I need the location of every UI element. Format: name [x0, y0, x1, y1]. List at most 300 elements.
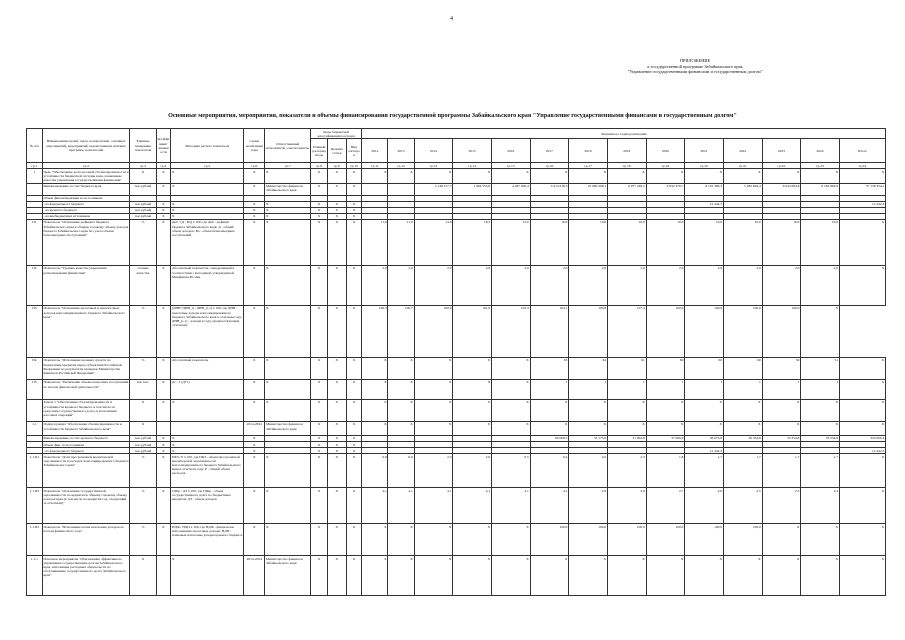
column-number: гр.21	[723, 163, 762, 169]
table-cell: X	[346, 265, 362, 305]
header-row	[27, 129, 886, 139]
table-cell: Дкб / (Д - Бп) x 100, где Дкб - дефицит бюджета Забайкальского края; Д - общий объем доходов; Бп - объем безвозмездных поступлений	[171, 219, 244, 265]
header-year: 2022	[723, 139, 762, 163]
table-cell: X	[327, 448, 346, 454]
table-cell: 100,0	[569, 524, 608, 556]
table-cell: X	[388, 524, 414, 556]
table-cell: X	[244, 379, 265, 399]
table-cell: 15,0	[491, 219, 530, 265]
table-cell: 18,5	[453, 219, 492, 265]
table-cell: тыс.рублей	[130, 448, 156, 454]
table-cell: X	[171, 442, 244, 448]
table-cell: 1,8	[646, 454, 685, 488]
table-cell: 2014-2024	[244, 556, 265, 596]
table-cell: 334 000,4	[839, 435, 885, 441]
table-cell: X	[327, 556, 346, 596]
table-cell: 100,7	[388, 305, 414, 357]
header-year: 2014	[414, 139, 453, 163]
table-cell: X	[346, 305, 362, 357]
table-cell: тыс.рублей	[130, 207, 156, 213]
table-cell: X	[453, 169, 492, 183]
table-cell: X	[607, 421, 646, 435]
table-cell: X	[607, 169, 646, 183]
table-cell: 6 152 380,3	[685, 183, 724, 195]
table-cell: X	[265, 357, 311, 379]
table-cell: X	[762, 556, 801, 596]
table-cell: %	[130, 488, 156, 524]
table-cell: X	[244, 219, 265, 265]
table-cell: X	[327, 357, 346, 379]
table-cell: X	[171, 213, 244, 219]
table-cell: X	[346, 556, 362, 596]
table-cell: X	[491, 421, 530, 435]
table-cell: X	[362, 556, 388, 596]
header-unit: Единица измерения показателя	[130, 129, 156, 163]
table-cell: X	[530, 399, 569, 421]
table-cell: %	[130, 305, 156, 357]
table-cell: X	[839, 421, 885, 435]
table-cell: X	[491, 524, 530, 556]
table-cell: X	[839, 454, 885, 488]
table-cell: X	[327, 421, 346, 435]
table-row	[27, 183, 886, 195]
table-cell: X	[327, 265, 346, 305]
table-cell: X	[327, 305, 346, 357]
table-cell: X	[244, 201, 265, 207]
table-cell: X	[244, 488, 265, 524]
table-cell: 10,0	[607, 219, 646, 265]
table-cell: X	[311, 454, 328, 488]
table-cell: 0,5	[491, 454, 530, 488]
table-cell: X	[171, 183, 244, 195]
table-cell: X	[171, 556, 244, 596]
table-cell: X	[530, 169, 569, 183]
header-executor: Ответственный исполнитель, соисполнитель	[265, 129, 311, 163]
table-cell: X	[311, 448, 328, 454]
table-cell: 100,9	[414, 305, 453, 357]
header-year: 2020	[646, 139, 685, 163]
table-cell: X	[685, 399, 724, 421]
table-cell: Показатель "Отношение дефицита бюджета Забайкальского края к общему годовому объему доходов бюджета Забайкальского края без учета объема безвозмездных поступлений"	[42, 219, 130, 265]
table-cell: X	[156, 201, 171, 207]
table-cell: X	[839, 219, 885, 265]
table-row	[27, 488, 886, 524]
table-cell: X	[171, 201, 244, 207]
table-cell	[156, 421, 171, 435]
header-coef: Коэффициент значимости	[156, 129, 171, 163]
table-cell: 107,4	[607, 305, 646, 357]
table-cell: X	[346, 435, 362, 441]
header-kbk-cs: Целевая статья	[327, 139, 346, 163]
table-cell: X	[362, 524, 388, 556]
table-cell: 2,0	[414, 265, 453, 305]
table-cell: 50	[762, 357, 801, 379]
column-number: гр.12	[388, 163, 414, 169]
table-cell: X	[156, 435, 171, 441]
table-cell: X	[414, 169, 453, 183]
header-kbk: Коды бюджетной классификации расходов	[311, 129, 362, 139]
table-cell: - из федерального бюджета	[42, 448, 130, 454]
table-cell: 1	[685, 379, 724, 399]
header-year: 2024	[801, 139, 840, 163]
table-cell: 6 183 804,8	[801, 183, 840, 195]
table-cell: X	[311, 442, 328, 448]
table-cell: X	[346, 454, 362, 488]
table-cell: 100,0	[723, 305, 762, 357]
table-cell: X	[346, 448, 362, 454]
table-cell: X	[414, 556, 453, 596]
table-cell: тыс.рублей	[130, 201, 156, 207]
table-cell: X	[130, 169, 156, 183]
table-cell: тыс.рублей	[130, 442, 156, 448]
table-cell: X	[362, 379, 388, 399]
table-cell: X	[265, 488, 311, 524]
table-cell: X	[723, 399, 762, 421]
table-cell: ГДКр / ДЗ x 100, где ГДКр - объем государственного долга по бюджетным кредитам; ДЗ - объем доходов	[171, 488, 244, 524]
page-number: 4	[450, 16, 453, 22]
column-number: гр.4	[156, 163, 171, 169]
table-cell: X	[156, 169, 171, 183]
table-cell: Министерство финансов Забайкальского края	[265, 421, 311, 435]
table-cell: X	[265, 265, 311, 305]
table-cell: %	[130, 454, 156, 488]
table-cell: X	[244, 305, 265, 357]
table-cell: 4,1	[491, 488, 530, 524]
table-cell: 100,3	[362, 305, 388, 357]
table-cell: X	[156, 379, 171, 399]
table-cell: 51	[801, 357, 840, 379]
table-cell: 56 075,8	[685, 435, 724, 441]
column-number: гр.2	[42, 163, 130, 169]
table-cell: X	[346, 183, 362, 195]
table-cell: X	[311, 379, 328, 399]
table-cell: 64	[569, 357, 608, 379]
program-table	[26, 128, 886, 596]
table-cell: 2,0	[388, 265, 414, 305]
column-number: гр.5	[171, 163, 244, 169]
table-cell: X	[569, 169, 608, 183]
table-cell	[362, 183, 388, 195]
column-number: гр.18	[607, 163, 646, 169]
table-cell: 1.1.П1	[27, 454, 43, 488]
table-cell: X	[311, 219, 328, 265]
table-cell: 100,0	[685, 524, 724, 556]
table-cell: 10,0	[569, 219, 608, 265]
table-cell: 101,9	[453, 305, 492, 357]
table-cell: X	[171, 169, 244, 183]
table-cell: X	[453, 399, 492, 421]
table-cell: X	[244, 207, 265, 213]
table-cell: X	[311, 421, 328, 435]
table-cell: тыс.рублей	[130, 213, 156, 219]
table-cell: 2,0	[801, 265, 840, 305]
table-cell: 14,6	[414, 219, 453, 265]
table-cell: X	[491, 556, 530, 596]
table-cell: X	[311, 213, 328, 219]
table-cell: X	[327, 435, 346, 441]
table-cell: X	[311, 265, 328, 305]
table-cell: 2,0	[569, 265, 608, 305]
table-cell: X	[801, 421, 840, 435]
table-cell: тыс.рублей	[130, 435, 156, 441]
table-row	[27, 219, 886, 265]
table-cell: 37 006,0	[646, 435, 685, 441]
table-cell: 4,1	[388, 488, 414, 524]
table-cell: X	[414, 421, 453, 435]
table-cell: X	[156, 488, 171, 524]
table-cell: Показатель "Отношение налоговых и неналоговых доходов консолидированного бюджета Забайкальского края"	[42, 305, 130, 357]
table-cell: X	[346, 488, 362, 524]
table-cell: 2,0	[491, 265, 530, 305]
table-cell	[388, 183, 414, 195]
table-cell: X	[362, 421, 388, 435]
table-cell: X	[244, 435, 265, 441]
table-cell: Показатель "Доля просроченной кредиторской задолженности в расходах консолидированного бюджета Забайкальского края"	[42, 454, 130, 488]
appendix-line: ПРИЛОЖЕНИЕ	[679, 58, 711, 63]
table-cell: 10,0	[762, 219, 801, 265]
table-cell: X	[491, 399, 530, 421]
table-cell: X	[244, 442, 265, 448]
table-cell: 10,0	[801, 219, 840, 265]
table-cell: X	[171, 435, 244, 441]
header-num: № п/п	[27, 129, 43, 163]
table-cell: X	[244, 183, 265, 195]
table-cell: X	[646, 399, 685, 421]
table-cell: X	[244, 454, 265, 488]
table-cell: X	[685, 421, 724, 435]
table-cell: X	[762, 169, 801, 183]
table-cell: X	[244, 169, 265, 183]
table-cell: X	[244, 265, 265, 305]
table-cell: 11,9	[388, 219, 414, 265]
table-cell: X	[839, 169, 885, 183]
table-cell: X	[346, 213, 362, 219]
header-kbk-vr: Вид расходов	[346, 139, 362, 163]
table-cell	[156, 556, 171, 596]
table-cell: 1.1.П3	[27, 524, 43, 556]
table-cell: X	[762, 421, 801, 435]
table-row	[27, 305, 886, 357]
table-cell: 10 960 368,1	[569, 183, 608, 195]
table-cell: X	[362, 169, 388, 183]
column-number: гр.11	[362, 163, 388, 169]
table-cell: 100,0	[646, 524, 685, 556]
table-cell: X	[311, 305, 328, 357]
table-cell: 10,0	[685, 219, 724, 265]
table-cell: X	[265, 169, 311, 183]
table-cell: 1	[801, 379, 840, 399]
table-cell: 2,5	[762, 488, 801, 524]
table-cell: X	[453, 421, 492, 435]
table-cell: 6 977 428,2	[607, 183, 646, 195]
table-cell: 60	[646, 357, 685, 379]
table-cell: 100,0	[607, 524, 646, 556]
table-cell: X	[130, 399, 156, 421]
column-number: гр.23	[801, 163, 840, 169]
table-cell: 6 043 604,8	[762, 183, 801, 195]
table-cell: X	[156, 524, 171, 556]
table-cell: X	[607, 399, 646, 421]
table-cell: Цель "Обеспечение долгосрочной сбалансированности и устойчивости бюджетной системы края, повышение качества управления государственными финансами"	[43, 169, 129, 182]
column-number: гр.24	[839, 163, 885, 169]
table-cell: X	[723, 421, 762, 435]
table-cell: 2,0	[762, 265, 801, 305]
table-cell: X	[327, 201, 346, 207]
table-cell: X	[801, 524, 840, 556]
table-cell: X	[801, 169, 840, 183]
table-cell: X	[346, 207, 362, 213]
table-cell: 1.1.П2	[27, 488, 43, 524]
table-cell: 1,7	[685, 454, 724, 488]
table-cell: X	[839, 524, 885, 556]
table-cell: (ДНН+ДНН_t) / ДНН_(t-1) x 100, где ДНН - налоговые доходы консолидированного бюджета Забайкальского края в отчетном году; ДНН_(t-1) - доходы в году, предшествующем отчетному	[171, 305, 244, 357]
table-cell: X	[388, 399, 414, 421]
table-cell: X	[346, 442, 362, 448]
table-cell: X	[327, 207, 346, 213]
table-cell: 11,9	[362, 219, 388, 265]
table-cell: 2,6	[453, 454, 492, 488]
table-cell: %	[130, 357, 156, 379]
table-cell: X	[156, 213, 171, 219]
table-row	[27, 454, 886, 488]
table-cell: 2,0	[530, 265, 569, 305]
header-year: 2018	[569, 139, 608, 163]
table-cell: 1,7	[801, 454, 840, 488]
table-cell	[27, 399, 43, 421]
table-cell: X	[362, 357, 388, 379]
table-cell: Показатель "Увеличение объема налоговых поступлений по итогам финансовой деятельности"	[42, 379, 130, 399]
table-cell: X	[265, 207, 311, 213]
table-cell: 12 442,3	[685, 448, 724, 454]
table-cell: 12 442,3	[685, 201, 724, 207]
column-number: гр.3	[130, 163, 156, 169]
table-cell: 1	[762, 379, 801, 399]
column-number: гр.15	[491, 163, 530, 169]
table-cell: X	[530, 421, 569, 435]
table-row	[27, 556, 886, 596]
header-year: 2013	[388, 139, 414, 163]
table-cell: X	[346, 357, 362, 379]
table-cell: 33 254,8	[801, 435, 840, 441]
table-cell: Министерство финансов Забайкальского края	[265, 183, 311, 195]
header-values: Значения по годам реализации	[362, 129, 886, 139]
table-cell: 2,7	[646, 488, 685, 524]
table-cell: НДФ / НДП x 100, где НДФ - фактически исполненные налоговые доходы; НДП - плановые налоговые доходы краевого бюджета	[171, 524, 244, 556]
table-cell: X	[839, 488, 885, 524]
table-cell: 2,0	[607, 265, 646, 305]
table-cell: X	[244, 524, 265, 556]
table-cell: X	[569, 556, 608, 596]
table-cell: 1.1.1	[27, 556, 43, 596]
header-year: 2012	[362, 139, 388, 163]
table-cell: X	[327, 183, 346, 195]
table-cell: 102,3	[491, 305, 530, 357]
appendix-line: к государственной программе Забайкальского края	[647, 63, 743, 69]
table-cell: Задача 1 "Обеспечение сбалансированности и устойчивости краевого бюджета, в том числе по средствам государственного долга, и исполнения кассовых операций"	[42, 399, 130, 421]
column-number: гр.1	[27, 163, 43, 169]
table-cell: 2 148 317,7	[414, 183, 453, 195]
table-cell: П1	[27, 219, 43, 265]
table-cell: X	[414, 357, 453, 379]
table-row	[27, 357, 886, 379]
table-cell: 2,0	[646, 265, 685, 305]
table-cell: 0,9	[388, 454, 414, 488]
table-cell: 61	[607, 357, 646, 379]
column-number: гр.22	[762, 163, 801, 169]
table-cell: X	[130, 421, 156, 435]
table-cell: X	[685, 556, 724, 596]
table-cell: 2,3	[414, 454, 453, 488]
table-cell: X	[453, 556, 492, 596]
table-cell: X	[388, 357, 414, 379]
table-cell: 65	[530, 357, 569, 379]
table-cell	[27, 183, 43, 195]
table-cell: X	[311, 435, 328, 441]
table-cell: X	[130, 556, 156, 596]
table-cell: 1	[607, 379, 646, 399]
table-cell: X	[156, 219, 171, 265]
column-number: гр.19	[646, 163, 685, 169]
table-cell: X	[530, 556, 569, 596]
table-cell: - из краевого бюджета	[42, 207, 130, 213]
table-cell: X	[327, 219, 346, 265]
table-cell: X	[311, 399, 328, 421]
table-row	[27, 524, 886, 556]
header-year: 2021	[685, 139, 724, 163]
table-cell: X	[311, 556, 328, 596]
table-cell: Финансирование за счет бюджета края	[42, 183, 130, 195]
table-cell: X	[453, 524, 492, 556]
table-cell: X	[311, 169, 328, 183]
table-cell: X	[327, 454, 346, 488]
table-cell: X	[327, 524, 346, 556]
table-row	[27, 399, 886, 421]
table-cell: X	[414, 399, 453, 421]
table-cell: Абсолютный показатель	[171, 357, 244, 379]
table-cell: 4,1	[414, 488, 453, 524]
table-cell: X	[491, 169, 530, 183]
table-row	[27, 265, 886, 305]
table-cell: X	[388, 556, 414, 596]
table-cell: X	[265, 379, 311, 399]
table-cell: X	[265, 524, 311, 556]
table-row	[27, 379, 886, 399]
table-cell: X	[244, 399, 265, 421]
table-cell: 2014-2024	[244, 421, 265, 435]
table-cell: 6 032 478,7	[646, 183, 685, 195]
table-cell: X	[839, 399, 885, 421]
column-number: гр.14	[453, 163, 492, 169]
table-cell: X	[762, 399, 801, 421]
table-cell: Подпрограмма "Обеспечение сбалансированности и устойчивости бюджета Забайкальского края"	[42, 421, 130, 435]
table-cell: 5 282 604,4	[723, 183, 762, 195]
table-cell: X	[171, 448, 244, 454]
column-number: гр.16	[530, 163, 569, 169]
table-cell: X	[171, 207, 244, 213]
document-title: Основные мероприятия, мероприятия, показатели и объемы финансирования государственной программы Забайкальского края "Управление государственными финансами и государственным долгом"	[168, 112, 737, 119]
table-cell	[171, 421, 244, 435]
table-cell: X	[346, 399, 362, 421]
table-cell: X	[311, 201, 328, 207]
table-cell: X	[265, 399, 311, 421]
column-number: гр.20	[685, 163, 724, 169]
table-cell: X	[311, 524, 328, 556]
table-cell: Министерство финансов Забайкальского края	[265, 556, 311, 596]
table-cell: 1 964 555,8	[453, 183, 492, 195]
table-cell: 104,1	[530, 305, 569, 357]
table-cell: X	[723, 556, 762, 596]
table-cell: П3	[27, 305, 43, 357]
